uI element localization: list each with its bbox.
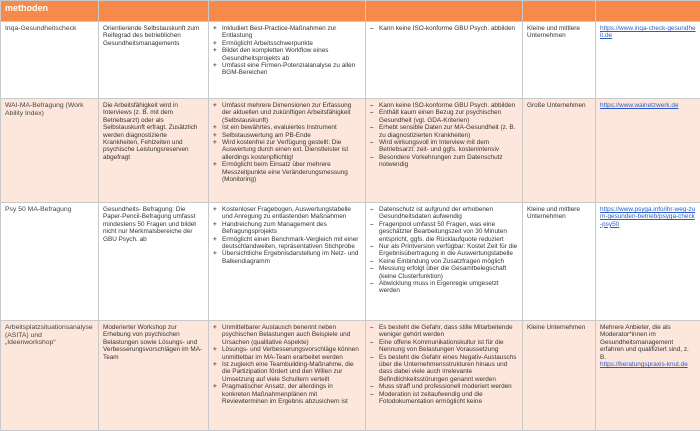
description-cell: Die Arbeitsfähigkeit wird in Interviews (z. B. mit dem Betriebsarzt) oder als Selbstauskunft erfragt. Zusätzlich werden diagnostizierte Krankheiten, Fehlzeiten und psychische Leistungsreserven abgefragt (99, 99, 209, 203)
description-cell: Orientierende Selbstauskunft zum Reifegrad des betrieblichen Gesundheitsmanagements (99, 22, 209, 99)
pros-list (213, 324, 361, 405)
method-name-cell: WAI-MA-Befragung (Work Ability Index) (1, 99, 99, 203)
header-cell (99, 1, 209, 22)
method-name-cell: Psy 50 MA-Befragung (1, 203, 99, 321)
method-name-cell: Inqa-Gesundheitscheck (1, 22, 99, 99)
con-item: – Muss straff und professionell moderiert werden (370, 383, 518, 390)
pro-item: + Ermöglicht beim Einsatz über mehrere Messzeitpunkte eine Veränderungsmessung (Monitoring) (213, 161, 361, 183)
method-link[interactable]: https://www.psyga.info/ihr-weg-zum-gesunden-betrieb/psyga-check-psy50 (600, 206, 695, 228)
con-item: – Erhebt sensible Daten zur MA-Gesundheit (z. B. zu diagnostizierten Krankheiten) (370, 124, 518, 139)
con-item: – Kann keine ISO-konforme GBU Psych. abbilden (370, 102, 518, 109)
header-cell-method (1, 1, 99, 22)
method-link[interactable]: https://www.inqa-check-gesundheit.de (600, 25, 696, 39)
link-cell (596, 203, 700, 321)
pro-item: + Selbstauswertung am PB-Ende (213, 132, 361, 139)
pros-cell (209, 203, 366, 321)
pro-item: + Pragmatischer Ansatz, der allerdings in konkreten Maßnahmenplänen mit Reviewterminen im Ergebnis abzusichern ist (213, 383, 361, 405)
cons-cell (366, 321, 523, 431)
pro-item: + Ermöglicht Arbeitsschwerpunkte (213, 40, 361, 47)
header-label: methoden (5, 3, 48, 13)
target-group-cell: Kleine Unternehmen (523, 321, 596, 431)
header-cell (523, 1, 596, 22)
pro-item: + Bildet den kompletten Workflow eines Gesundheitsprojekts ab (213, 47, 361, 62)
con-item: – Moderation ist zeitaufwendig und die Fotodokumentation ermöglicht keine (370, 391, 518, 406)
con-item: – Keine Einbindung von Zusatzfragen möglich (370, 258, 518, 265)
pro-item: + Umfasst eine Firmen-Potenzialanalyse zu allen BGM-Bereichen (213, 62, 361, 77)
cons-list (370, 102, 518, 169)
pro-item: + Inkludiert Best-Practice-Maßnahmen zur Entlastung (213, 25, 361, 40)
cons-cell (366, 22, 523, 99)
header-cell (596, 1, 700, 22)
pros-list (213, 25, 361, 77)
target-group-cell: Große Unternehmen (523, 99, 596, 203)
pro-item: + Ist ein bewährtes, evaluiertes Instrument (213, 124, 361, 131)
con-item: – Nur als Printversion verfügbar: Kostet Zeit für die Ergebnisübertragung in die Auswertungstabelle (370, 243, 518, 258)
pros-list (213, 102, 361, 183)
table-row (1, 321, 700, 431)
table-row (1, 203, 700, 321)
pros-list (213, 206, 361, 265)
cons-cell (366, 203, 523, 321)
description-cell: Gesundheits- Befragung: Die Paper-Pencil-Befragung umfasst mindestens 50 Fragen und bildet nicht nur Merkmalsbereiche der GBU Psych. ab (99, 203, 209, 321)
cons-list (370, 206, 518, 295)
pros-cell (209, 22, 366, 99)
header-cell (366, 1, 523, 22)
con-item: – Messung erfolgt über die Gesamtbelegschaft (keine Clusterfunktion) (370, 265, 518, 280)
target-group-cell: Kleine und mittlere Unternehmen (523, 22, 596, 99)
pros-cell (209, 321, 366, 431)
con-item: – Besondere Vorkehrungen zum Datenschutz notwendig (370, 154, 518, 169)
cons-list (370, 25, 518, 32)
table-row (1, 99, 700, 203)
con-item: – Wird wirkungsvoll im Interview mit dem Betriebsarzt: zeit- und ggfs. kostenintensiv (370, 139, 518, 154)
pro-item: + Wird kostenfrei zur Verfügung gestellt: Die Auswertung durch einen ext. Dienstleister ist allerdings kostenpflichtig! (213, 139, 361, 161)
table-header-row (1, 1, 700, 22)
con-item: – Es besteht die Gefahr, dass stille Mitarbeitende weniger gehört werden (370, 324, 518, 339)
pro-item: + Übersichtliche Ergebnisdarstellung im Netz- und Balkendiagramm (213, 250, 361, 265)
method-name-cell: Arbeitsplatzsituationsanalyse (ASITA) und „Ideenworkshop“ (1, 321, 99, 431)
con-item: – Enthält kaum einen Bezug zur psychischen Gesundheit (vgl. GDA-Kriterien) (370, 109, 518, 124)
pro-item: + Handreichung zum Management des Befragungsprojekts (213, 221, 361, 236)
header-cell (209, 1, 366, 22)
link-cell (596, 321, 700, 431)
con-item: – Es besteht die Gefahr eines Negativ-Austauschs über die Unternehmensstrukturen hinaus und dass dabei viele auch irrelevante Befindlichkeitsstörungen genannt werden (370, 354, 518, 384)
pro-item: + Ist zugleich eine Teambuilding-Maßnahme, die die Partizipation fördert und den Willen zur Umsetzung auf viele Schultern verteilt (213, 361, 361, 383)
link-cell (596, 99, 700, 203)
pro-item: + Kostenloser Fragebogen, Auswertungstabelle und Anregung zu entlastenden Maßnahmen (213, 206, 361, 221)
link-intro: Mehrere Anbieter, die als Moderator*innen im Gesundheitsmanagement erfahren und qualifiziert sind, z. B. (600, 324, 696, 361)
con-item: – Fragenpool umfasst 50 Fragen, was eine geschätzter Bearbeitungszeit von 30 Minuten entspricht, ggfs. die Rücklaufquote reduziert (370, 221, 518, 243)
pros-cell (209, 99, 366, 203)
cons-list (370, 324, 518, 405)
link-cell (596, 22, 700, 99)
con-item: – Eine offene Kommunikationskultur ist für die Nennung von Belastungen Voraussetzung (370, 339, 518, 354)
method-link[interactable]: https://www.wainetzwerk.de (600, 102, 679, 109)
table-row (1, 22, 700, 99)
target-group-cell: Kleine und mittlere Unternehmen (523, 203, 596, 321)
con-item: – Abwicklung muss in Eigenregie umgesetzt werden (370, 280, 518, 295)
cons-cell (366, 99, 523, 203)
method-link[interactable]: https://beratungspraxis-knut.de (600, 361, 688, 368)
con-item: – Datenschutz ist aufgrund der erhobenen Gesundheitsdaten aufwendig (370, 206, 518, 221)
con-item: – Kann keine ISO-konforme GBU Psych. abbilden (370, 25, 518, 32)
description-cell: Moderierter Workshop zur Erhebung von psychischen Belastungen sowie Lösungs- und Verbesserungsvorschlägen im MA-Team (99, 321, 209, 431)
pro-item: + Lösungs- und Verbesserungsvorschläge können unmittelbar im MA-Team erarbeitet werden (213, 346, 361, 361)
pro-item: + Unmittelbarer Austausch benennt neben psychischen Belastungen auch Beispiele und Ursachen (qualitative Aspekte) (213, 324, 361, 346)
pro-item: + Ermöglicht einen Benchmark-Vergleich mit einer deutschlandweiten, repräsentativen Stichprobe (213, 236, 361, 251)
pro-item: + Umfasst mehrere Dimensionen zur Erfassung der aktuellen und zukünftigen Arbeitsfähigkeit (Selbstauskunft) (213, 102, 361, 124)
